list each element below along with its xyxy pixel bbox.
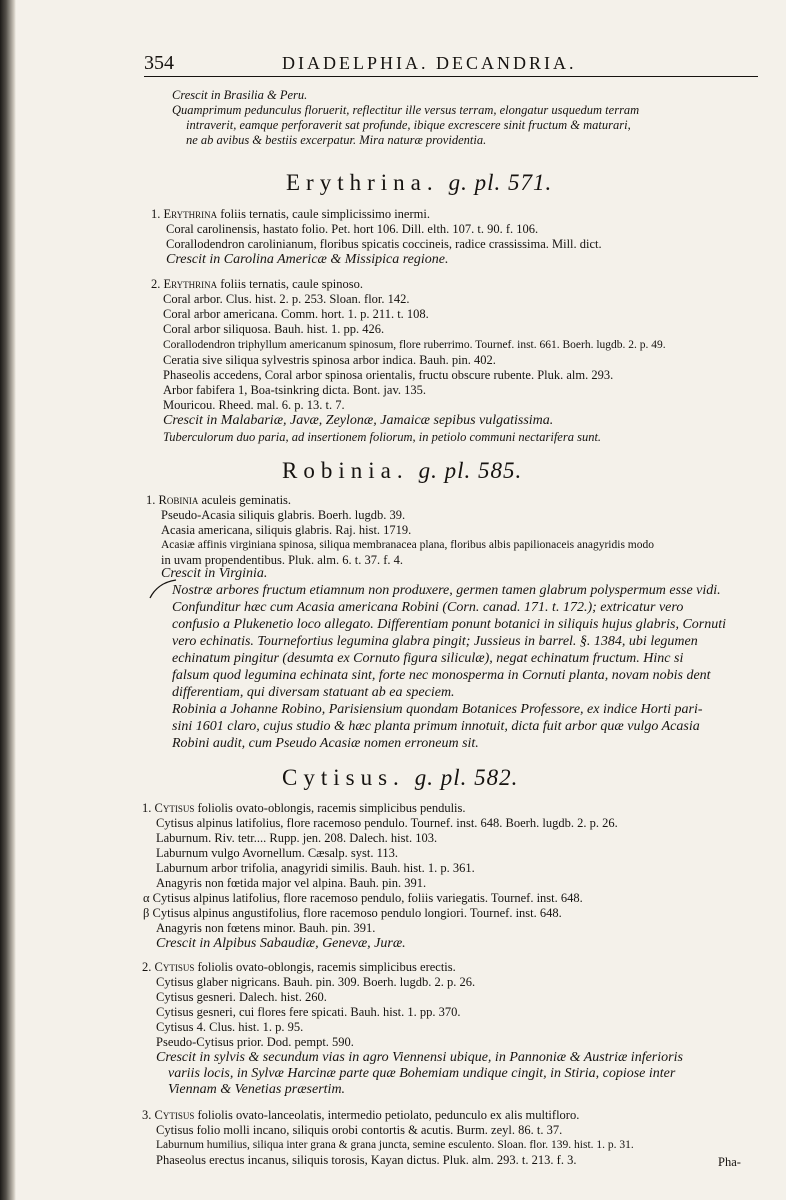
species-diagnosis: foliolis ovato-oblongis, racemis simplicibus erectis. bbox=[197, 960, 456, 974]
synonym-line: Arbor fabifera 1, Boa-tsinkring dicta. Bont. jav. 135. bbox=[163, 383, 427, 397]
species-number: 3. bbox=[142, 1108, 152, 1122]
habitat-line: variis locis, in Sylvæ Harcinæ parte quæ Bohemiam undique cingit, in Stiria, copiose inter bbox=[168, 1066, 676, 1081]
genus-heading-cytisus bbox=[282, 765, 518, 791]
note-line: echinatum pingitur (desumta ex Cornuto figura siliculæ), negat echinatum fructum. Hinc si bbox=[172, 651, 684, 666]
text-line: Quamprimum pedunculus floruerit, reflectitur ille versus terram, elongatur usquedum terram bbox=[172, 103, 640, 117]
synonym-line: Mouricou. Rheed. mal. 6. p. 13. t. 7. bbox=[163, 398, 345, 412]
habitat-line: Crescit in Carolina Americæ & Missipica regione. bbox=[166, 252, 449, 267]
species-entry bbox=[151, 207, 430, 222]
genus-heading-erythrina bbox=[286, 170, 552, 196]
species-number: 1. bbox=[151, 207, 161, 221]
species-diagnosis: foliolis ovato-lanceolatis, intermedio petiolato, pedunculo ex alis multifloro. bbox=[197, 1108, 580, 1122]
text-line: Crescit in Brasilia & Peru. bbox=[172, 88, 308, 102]
genus-heading-robinia bbox=[282, 458, 522, 484]
habitat-line: Crescit in Alpibus Sabaudiæ, Genevæ, Juræ. bbox=[156, 936, 406, 951]
variety-line: α Cytisus alpinus latifolius, flore racemoso pendulo, foliis variegatis. Tournef. inst. 648. bbox=[143, 891, 583, 905]
species-entry bbox=[146, 493, 291, 508]
synonym-line: Anagyris non fœtida major vel alpina. Bauh. pin. 391. bbox=[156, 876, 427, 890]
running-head bbox=[144, 50, 756, 76]
species-entry bbox=[142, 960, 456, 975]
species-entry bbox=[142, 801, 466, 816]
synonym-line: Acasiæ affinis virginiana spinosa, siliqua membranacea plana, floribus albis papilionaceis anagyridis modo bbox=[161, 539, 654, 551]
habitat-line: Crescit in sylvis & secundum vias in agro Viennensi ubique, in Pannoniæ & Austriæ inferioris bbox=[156, 1050, 683, 1065]
genus-name: Robinia. bbox=[282, 458, 409, 483]
note-line: confusio a Plukenetio loco allegato. Differentiam ponunt botanici in siliquis hujus glabris, Cornuti bbox=[172, 617, 727, 632]
synonym-line: Laburnum. Riv. tetr.... Rupp. jen. 208. Dalech. hist. 103. bbox=[156, 831, 438, 845]
species-name: Erythrina bbox=[163, 277, 218, 291]
synonym-line: Phaseolis accedens, Coral arbor spinosa orientalis, fructu obscure rubente. Pluk. alm. 293. bbox=[163, 368, 614, 382]
synonym-line: Pseudo-Acasia siliquis glabris. Boerh. lugdb. 39. bbox=[161, 508, 406, 522]
synonym-line: Coral arbor americana. Comm. hort. 1. p. 211. t. 108. bbox=[163, 307, 429, 321]
species-name: Cytisus bbox=[154, 801, 195, 815]
synonym-line: Laburnum humilius, siliqua inter grana & grana juncta, semine esculento. Sloan. flor. 139. hist. 1. p. 31. bbox=[156, 1139, 634, 1151]
species-name: Cytisus bbox=[154, 1108, 195, 1122]
genus-reference: g. pl. 585. bbox=[418, 458, 523, 483]
synonym-line: Coral arbor. Clus. hist. 2. p. 253. Sloan. flor. 142. bbox=[163, 292, 410, 306]
text-line: intraverit, eamque perforaverit sat profunde, ibique excrescere sinit fructum & maturari, bbox=[186, 118, 631, 132]
note-line: Tuberculorum duo paria, ad insertionem foliorum, in petiolo communi nectarifera sunt. bbox=[163, 430, 602, 444]
synonym-line: Phaseolus erectus incanus, siliquis torosis, Kayan dictus. Pluk. alm. 293. t. 213. f. 3. bbox=[156, 1153, 577, 1167]
note-line: Robini audit, cum Pseudo Acasiæ nomen erroneum sit. bbox=[172, 736, 479, 751]
synonym-line: Pseudo-Cytisus prior. Dod. pempt. 590. bbox=[156, 1035, 354, 1049]
note-line: sini 1601 claro, cujus studio & hæc planta primum innotuit, dicta fuit arbor quæ vulgo Acasia bbox=[172, 719, 700, 734]
synonym-line: Acasia americana, siliquis glabris. Raj. hist. 1719. bbox=[161, 523, 412, 537]
synonym-line: Corallodendron carolinianum, floribus spicatis coccineis, radice crassissima. Mill. dict. bbox=[166, 237, 602, 251]
species-diagnosis: foliis ternatis, caule simplicissimo inermi. bbox=[220, 207, 430, 221]
variety-line: β Cytisus alpinus angustifolius, flore racemoso pendulo longiori. Tournef. inst. 648. bbox=[143, 906, 562, 920]
species-number: 1. bbox=[142, 801, 152, 815]
page-number: 354 bbox=[144, 52, 174, 74]
species-number: 2. bbox=[151, 277, 161, 291]
synonym-line: Coral arbor siliquosa. Bauh. hist. 1. pp. 426. bbox=[163, 322, 385, 336]
catchword: Pha- bbox=[718, 1155, 741, 1169]
species-name: Robinia bbox=[158, 493, 199, 507]
habitat-line: Crescit in Malabariæ, Javæ, Zeylonæ, Jamaicæ sepibus vulgatissima. bbox=[163, 413, 554, 428]
species-diagnosis: foliolis ovato-oblongis, racemis simplicibus pendulis. bbox=[197, 801, 466, 815]
note-line: falsum quod legumina echinata sint, forte nec monosperma in Cornuti planta, novam nobis dent bbox=[172, 668, 711, 683]
genus-name: Erythrina. bbox=[286, 170, 439, 195]
synonym-line: Ceratia sive siliqua sylvestris spinosa arbor indica. Bauh. pin. 402. bbox=[163, 353, 496, 367]
species-diagnosis: foliis ternatis, caule spinoso. bbox=[220, 277, 363, 291]
synonym-line: Laburnum arbor trifolia, anagyridi similis. Bauh. hist. 1. p. 361. bbox=[156, 861, 475, 875]
species-number: 1. bbox=[146, 493, 156, 507]
genus-name: Cytisus. bbox=[282, 765, 405, 790]
synonym-line: Cytisus alpinus latifolius, flore racemoso pendulo. Tournef. inst. 648. Boerh. lugdb. 2. p. 26. bbox=[156, 816, 618, 830]
synonym-line: in uvam propendentibus. Pluk. alm. 6. t. 37. f. 4. bbox=[161, 553, 403, 567]
page-gutter-shadow bbox=[0, 0, 16, 1200]
synonym-line: Cytisus folio molli incano, siliquis orobi contortis & acutis. Burm. zeyl. 86. t. 37. bbox=[156, 1123, 563, 1137]
genus-reference: g. pl. 582. bbox=[414, 765, 519, 790]
species-diagnosis: aculeis geminatis. bbox=[201, 493, 292, 507]
synonym-line: Cytisus glaber nigricans. Bauh. pin. 309. Boerh. lugdb. 2. p. 26. bbox=[156, 975, 476, 989]
species-entry bbox=[142, 1108, 579, 1123]
header-rule bbox=[144, 76, 758, 77]
note-line: Robinia a Johanne Robino, Parisiensium quondam Botanices Professore, ex indice Horti pari- bbox=[172, 702, 703, 717]
species-number: 2. bbox=[142, 960, 152, 974]
species-name: Erythrina bbox=[163, 207, 218, 221]
running-title: DIADELPHIA. DECANDRIA. bbox=[282, 53, 577, 73]
synonym-line: Laburnum vulgo Avornellum. Cæsalp. syst. 113. bbox=[156, 846, 399, 860]
synonym-line: Coral carolinensis, hastato folio. Pet. hort 106. Dill. elth. 107. t. 90. f. 106. bbox=[166, 222, 539, 236]
note-line: Confunditur hæc cum Acasia americana Robini (Corn. canad. 171. t. 172.); extricatur vero bbox=[172, 600, 684, 615]
genus-reference: g. pl. 571. bbox=[448, 170, 553, 195]
text-line: ne ab avibus & bestiis excerpatur. Mira naturæ providentia. bbox=[186, 133, 487, 147]
note-line: differentiam, qui diversam statuant ab ea speciem. bbox=[172, 685, 455, 700]
synonym-line: Anagyris non fœtens minor. Bauh. pin. 391. bbox=[156, 921, 376, 935]
note-line: Nostræ arbores fructum etiamnum non produxere, germen tamen glabrum polyspermum esse vidi. bbox=[172, 583, 721, 598]
habitat-line: Viennam & Venetias præsertim. bbox=[168, 1082, 346, 1097]
synonym-line: Corallodendron triphyllum americanum spinosum, flore ruberrimo. Tournef. inst. 661. Boerh. lugdb. 2. p. 49. bbox=[163, 339, 666, 351]
synonym-line: Cytisus gesneri, cui flores fere spicati. Bauh. hist. 1. pp. 370. bbox=[156, 1005, 461, 1019]
habitat-line: Crescit in Virginia. bbox=[161, 566, 268, 581]
note-line: vero echinatis. Tournefortius legumina glabra pingit; Jussieus in barrel. §. 1384, ubi legumen bbox=[172, 634, 698, 649]
synonym-line: Cytisus 4. Clus. hist. 1. p. 95. bbox=[156, 1020, 304, 1034]
species-entry bbox=[151, 277, 363, 292]
synonym-line: Cytisus gesneri. Dalech. hist. 260. bbox=[156, 990, 327, 1004]
species-name: Cytisus bbox=[154, 960, 195, 974]
